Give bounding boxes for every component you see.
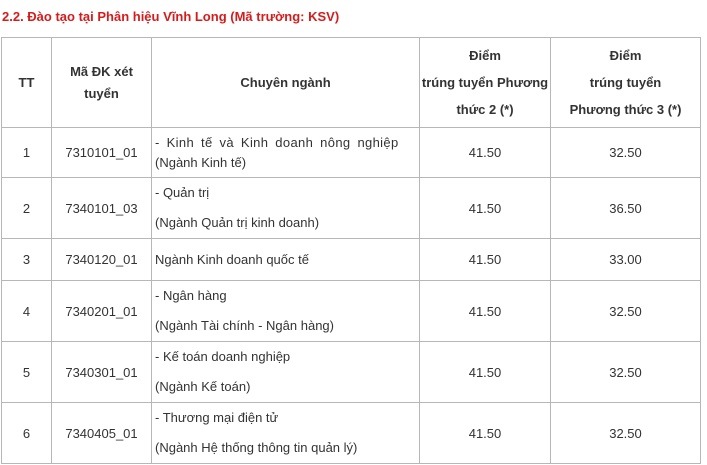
cell-method2: 41.50 (420, 128, 551, 178)
cell-code: 7310101_01 (52, 128, 152, 178)
header-method3 (551, 38, 701, 128)
cell-code: 7340101_03 (52, 178, 152, 239)
cell-major (152, 403, 420, 464)
header-major: Chuyên ngành (152, 38, 420, 128)
major-line1: - Quản trị (155, 185, 210, 200)
major-line2: (Ngành Kinh tế) (155, 154, 247, 170)
cell-major (152, 342, 420, 403)
header-code-line1: Mã ĐK xét (70, 63, 133, 79)
header-method2-line2: trúng tuyển Phương (421, 75, 549, 90)
header-method2-line3: thức 2 (*) (456, 102, 514, 117)
cell-method3: 36.50 (551, 178, 701, 239)
cell-code: 7340301_01 (52, 342, 152, 403)
cell-tt: 2 (2, 178, 52, 239)
major-line2: (Ngành Quản trị kinh doanh) (155, 215, 320, 230)
cell-method3: 32.50 (551, 128, 701, 178)
cell-major (152, 239, 420, 281)
header-method2 (420, 38, 551, 128)
cell-method2: 41.50 (420, 178, 551, 239)
major-line2: (Ngành Tài chính - Ngân hàng) (155, 318, 334, 333)
section-title: 2.2. Đào tạo tại Phân hiệu Vĩnh Long (Mã trường: KSV) (2, 9, 340, 24)
cell-tt: 3 (2, 239, 52, 281)
cell-method2: 41.50 (420, 342, 551, 403)
table-header-row (2, 38, 701, 128)
header-code-line2: tuyển (84, 85, 119, 101)
major-line1: - Kế toán doanh nghiệp (155, 349, 291, 364)
cell-method2: 41.50 (420, 239, 551, 281)
cell-code: 7340405_01 (52, 403, 152, 464)
cell-major (152, 178, 420, 239)
cell-method3: 32.50 (551, 403, 701, 464)
cell-tt: 6 (2, 403, 52, 464)
table-row (2, 281, 701, 342)
major-line1: - Ngân hàng (155, 288, 227, 303)
cell-tt: 4 (2, 281, 52, 342)
major-line1 (155, 133, 418, 153)
cell-tt: 5 (2, 342, 52, 403)
cell-method2: 41.50 (420, 403, 551, 464)
major-line1: Ngành Kinh doanh quốc tế (155, 251, 309, 267)
table-row (2, 178, 701, 239)
table-row (2, 128, 701, 178)
major-line2: (Ngành Kế toán) (155, 379, 251, 394)
admission-scores-table (1, 37, 701, 464)
major-line2: (Ngành Hệ thống thông tin quản lý) (155, 440, 358, 455)
table-row (2, 403, 701, 464)
cell-method2: 41.50 (420, 281, 551, 342)
header-code (52, 38, 152, 128)
cell-code: 7340201_01 (52, 281, 152, 342)
header-method2-line1: Điểm (469, 48, 501, 63)
header-method3-line2: trúng tuyển (589, 75, 662, 90)
major-line1-text: - Kinh tế và Kinh doanh nông nghiệp (155, 134, 399, 150)
cell-method3: 32.50 (551, 281, 701, 342)
header-method3-line1: Điểm (609, 48, 642, 63)
cell-method3: 33.00 (551, 239, 701, 281)
header-tt: TT (2, 38, 52, 128)
cell-code: 7340120_01 (52, 239, 152, 281)
major-line1: - Thương mại điện tử (155, 410, 279, 425)
table-row (2, 342, 701, 403)
cell-method3: 32.50 (551, 342, 701, 403)
cell-major (152, 281, 420, 342)
header-method3-line3: Phương thức 3 (*) (569, 102, 682, 117)
table-row (2, 239, 701, 281)
cell-tt: 1 (2, 128, 52, 178)
cell-major (152, 128, 420, 178)
